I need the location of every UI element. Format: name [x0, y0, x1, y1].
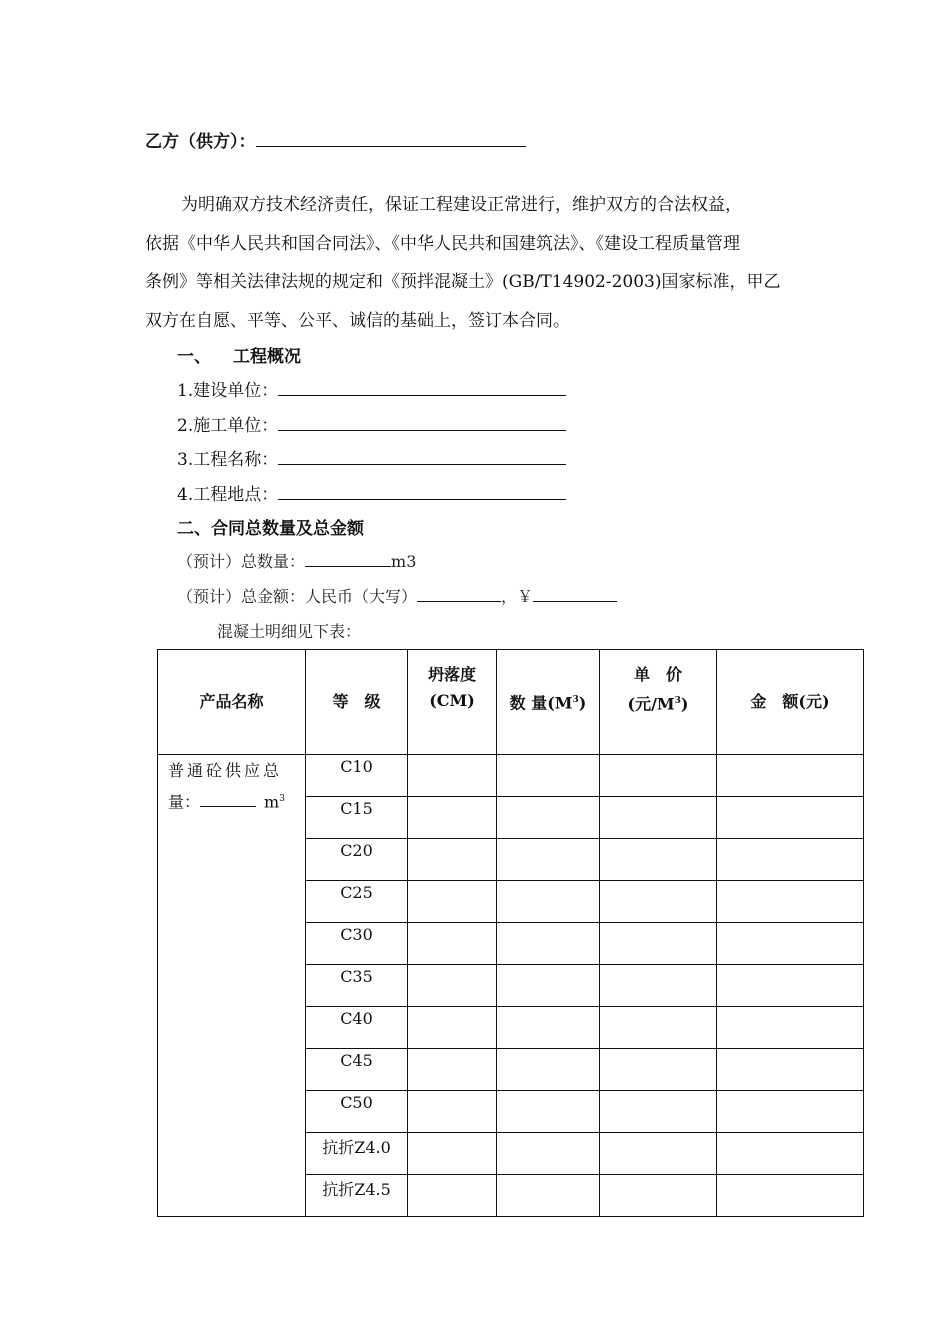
amount-cell[interactable] [717, 1175, 864, 1217]
quantity-cell[interactable] [497, 1175, 600, 1217]
header-grade: 等 级 [306, 650, 408, 755]
amount-cell[interactable] [717, 1133, 864, 1175]
header-amount: 金 额(元) [717, 650, 864, 755]
amount-cell[interactable] [717, 923, 864, 965]
grade-cell: C45 [306, 1049, 408, 1091]
unit-price-cell[interactable] [600, 965, 717, 1007]
party-b-line [145, 127, 526, 152]
total-quantity-blank[interactable] [305, 552, 391, 567]
quantity-cell[interactable] [497, 1007, 600, 1049]
construction-unit-blank[interactable] [278, 378, 566, 396]
slump-cell[interactable] [408, 881, 497, 923]
unit-price-cell[interactable] [600, 1091, 717, 1133]
grade-cell: C40 [306, 1007, 408, 1049]
slump-cell[interactable] [408, 1175, 497, 1217]
unit-price-cell[interactable] [600, 881, 717, 923]
grade-cell: 抗折Z4.0 [306, 1133, 408, 1175]
total-quantity-line [177, 549, 416, 572]
item-label: 3.工程名称： [177, 450, 279, 470]
project-location-blank[interactable] [278, 482, 566, 500]
product-name-text: 普通砼供应总 [168, 761, 283, 780]
slump-cell[interactable] [408, 923, 497, 965]
amount-figure-blank[interactable] [533, 587, 617, 602]
slump-cell[interactable] [408, 1133, 497, 1175]
section2-heading: 二、合同总数量及总金额 [177, 519, 364, 539]
item-label: 1.建设单位： [177, 381, 279, 401]
table-header-row [158, 650, 864, 755]
party-b-blank[interactable] [256, 128, 526, 147]
project-name-blank[interactable] [278, 447, 566, 465]
slump-cell[interactable] [408, 965, 497, 1007]
total-quantity-unit: m3 [391, 552, 417, 571]
header-slump: 坍落度 (CM) [408, 650, 497, 755]
intro-line-2: 依据《中华人民共和国合同法》、《中华人民共和国建筑法》、《建设工程质量管理 [145, 233, 740, 254]
total-amount-line [177, 584, 617, 607]
quantity-cell[interactable] [497, 1133, 600, 1175]
section1-item-1 [177, 376, 566, 401]
concrete-detail-table [157, 649, 864, 1217]
amount-cell[interactable] [717, 839, 864, 881]
unit-price-cell[interactable] [600, 1007, 717, 1049]
header-quantity: 数 量$(M^3)$ [497, 650, 600, 755]
unit-price-cell[interactable] [600, 1133, 717, 1175]
total-amount-label: （预计）总金额：人民币（大写） [177, 587, 418, 606]
grade-cell: C10 [306, 755, 408, 797]
header-product-name: 产品名称 [158, 650, 306, 755]
section1-title: 工程概况 [233, 347, 301, 367]
intro-paragraph [145, 186, 815, 340]
party-b-label: 乙方（供方）： [145, 132, 256, 152]
supply-total-blank[interactable] [200, 794, 256, 807]
amount-cell[interactable] [717, 965, 864, 1007]
quantity-cell[interactable] [497, 839, 600, 881]
quantity-cell[interactable] [497, 923, 600, 965]
amount-separator: ，￥ [501, 587, 534, 606]
slump-cell[interactable] [408, 1091, 497, 1133]
table-row [158, 755, 864, 797]
section1-number: 一、 [177, 347, 211, 367]
quantity-cell[interactable] [497, 1049, 600, 1091]
product-name-cell: 普通砼供应总 量： $m^3$ [158, 755, 306, 1217]
contractor-unit-blank[interactable] [278, 413, 566, 431]
amount-cell[interactable] [717, 881, 864, 923]
header-unit-price: 单 价 (元$/M^3$) [600, 650, 717, 755]
total-quantity-label: （预计）总数量： [177, 552, 306, 571]
unit-price-cell[interactable] [600, 1049, 717, 1091]
quantity-cell[interactable] [497, 881, 600, 923]
quantity-cell[interactable] [497, 755, 600, 797]
section1-heading [177, 342, 301, 367]
grade-cell: C35 [306, 965, 408, 1007]
slump-cell[interactable] [408, 1049, 497, 1091]
amount-cell[interactable] [717, 1007, 864, 1049]
intro-line-3: 条例》等相关法律法规的规定和《预拌混凝土》(GB/T14902-2003)国家标准，甲乙 [145, 272, 781, 292]
grade-cell: C30 [306, 923, 408, 965]
grade-cell: C50 [306, 1091, 408, 1133]
unit-price-cell[interactable] [600, 755, 717, 797]
intro-line-1: 为明确双方技术经济责任，保证工程建设正常进行，维护双方的合法权益， [181, 195, 742, 215]
unit-price-cell[interactable] [600, 1175, 717, 1217]
grade-cell: C20 [306, 839, 408, 881]
amount-cell[interactable] [717, 1049, 864, 1091]
quantity-cell[interactable] [497, 797, 600, 839]
unit-price-cell[interactable] [600, 923, 717, 965]
section1-item-2 [177, 411, 566, 436]
amount-words-blank[interactable] [417, 587, 501, 602]
intro-line-4: 双方在自愿、平等、公平、诚信的基础上，签订本合同。 [145, 310, 570, 331]
amount-cell[interactable] [717, 797, 864, 839]
section1-item-3 [177, 445, 566, 470]
slump-cell[interactable] [408, 1007, 497, 1049]
grade-cell: C15 [306, 797, 408, 839]
item-label: 2.施工单位： [177, 416, 279, 436]
unit-price-cell[interactable] [600, 839, 717, 881]
quantity-cell[interactable] [497, 1091, 600, 1133]
grade-cell: 抗折Z4.5 [306, 1175, 408, 1217]
section1-item-4 [177, 480, 566, 505]
slump-cell[interactable] [408, 755, 497, 797]
amount-cell[interactable] [717, 755, 864, 797]
slump-cell[interactable] [408, 797, 497, 839]
quantity-cell[interactable] [497, 965, 600, 1007]
amount-cell[interactable] [717, 1091, 864, 1133]
item-label: 4.工程地点： [177, 485, 279, 505]
grade-cell: C25 [306, 881, 408, 923]
detail-note: 混凝土明细见下表： [217, 622, 362, 641]
slump-cell[interactable] [408, 839, 497, 881]
unit-price-cell[interactable] [600, 797, 717, 839]
